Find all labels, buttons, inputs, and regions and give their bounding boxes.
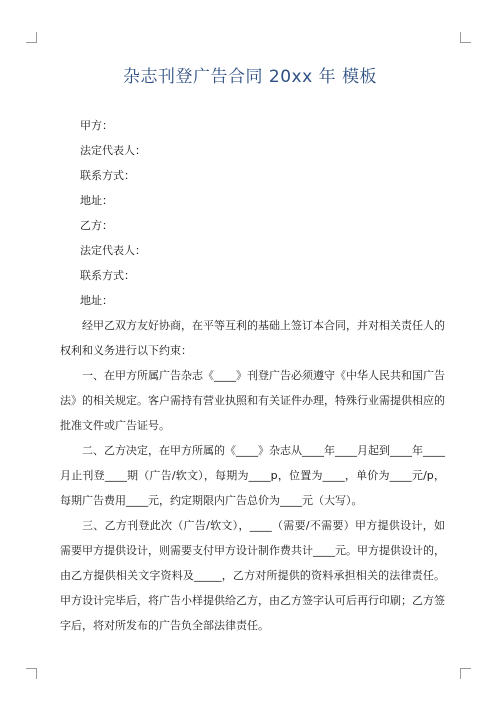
party-a-representative-field: 法定代表人： <box>80 144 146 157</box>
party-a-contact-field: 联系方式： <box>80 169 135 182</box>
party-b-field: 乙方： <box>80 219 113 232</box>
party-a-address-field: 地址： <box>80 194 113 207</box>
crop-mark-bottom-left <box>26 668 37 679</box>
clause-2-paragraph: 二、乙方决定，在甲方所属的《____》杂志从____年____月起到____年____月止刊登____期（广告/软文），每期为____p，位置为____，单价为____元/p，每期广告费用____元，约定期限内广告总价为____元（大写）。 <box>60 444 445 507</box>
intro-paragraph: 经甲乙双方友好协商，在平等互利的基础上签订本合同，并对相关责任人的权利和义务进行以下约束： <box>60 319 445 357</box>
clause-1-paragraph: 一、在甲方所属广告杂志《____》刊登广告必须遵守《中华人民共和国广告法》的相关规定。客户需持有营业执照和有关证件办理，特殊行业需提供相应的批准文件或广告证号。 <box>60 369 445 432</box>
party-a-field: 甲方： <box>80 119 113 132</box>
crop-mark-bottom-right <box>460 668 471 679</box>
crop-mark-top-left <box>26 32 37 43</box>
crop-mark-top-right <box>460 32 471 43</box>
party-b-representative-field: 法定代表人： <box>80 244 146 257</box>
document-title: 杂志刊登广告合同 20xx 年 模板 <box>123 67 377 87</box>
party-b-contact-field: 联系方式： <box>80 269 135 282</box>
document-body <box>60 113 445 638</box>
party-b-address-field: 地址： <box>80 294 113 307</box>
clause-3-paragraph: 三、乙方刊登此次（广告/软文），____（需要/不需要）甲方提供设计，如需要甲方提供设计，则需要支付甲方设计制作费共计____元。甲方提供设计的，由乙方提供相关文字资料及_____，乙方对所提供的资料承担相关的法律责任。甲方设计完毕后，将广告小样提供给乙方，由乙方签字认可后再行印刷；乙方签字后，将对所发布的广告负全部法律责任。 <box>60 519 445 632</box>
